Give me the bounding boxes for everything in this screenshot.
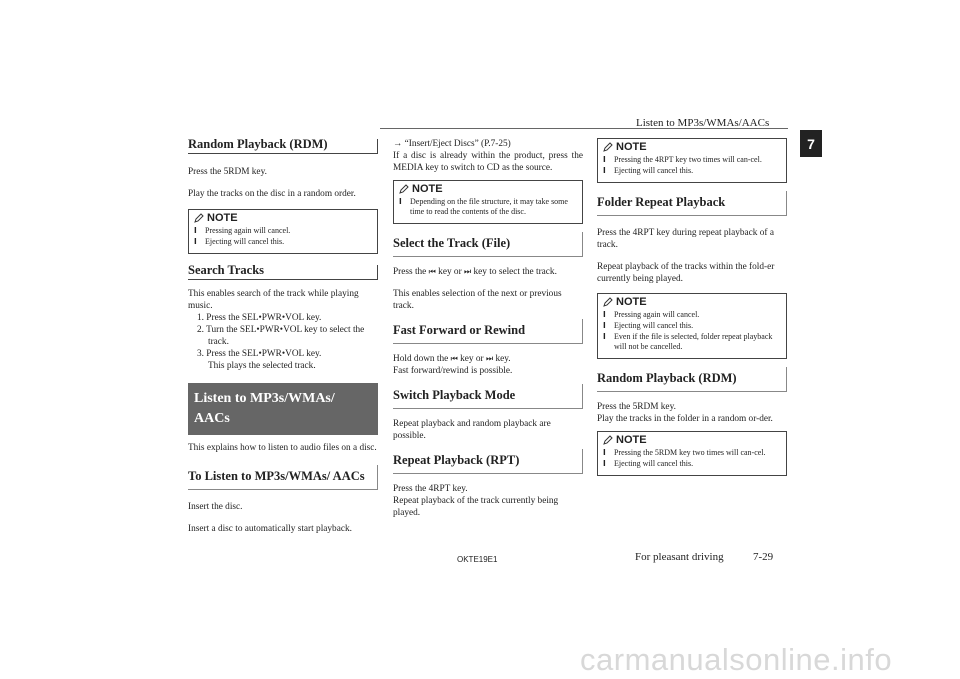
paragraph: Press the ⏮ key or ⏭ key to select the track. xyxy=(393,267,557,277)
step-item: 3. Press the SEL•PWR•VOL key. xyxy=(197,349,322,359)
paragraph: Hold down the ⏮ key or ⏭ key. xyxy=(393,354,511,364)
note-label: NOTE xyxy=(616,141,647,153)
paragraph: Play the tracks in the folder in a random or-der. xyxy=(597,414,773,424)
paragraph: This enables selection of the next or previous track. xyxy=(393,289,562,311)
step-list xyxy=(188,312,378,360)
note-pencil-icon xyxy=(603,142,613,152)
paragraph: Repeat playback and random playback are possible. xyxy=(393,419,551,441)
paragraph: Repeat playback of the tracks within the fold-er currently being played. xyxy=(597,262,775,284)
note-box xyxy=(393,180,583,224)
note-item: l Ejecting will cancel this. xyxy=(603,459,781,469)
watermark: carmanualsonline.info xyxy=(580,642,893,677)
note-label: NOTE xyxy=(207,212,238,224)
header-rule xyxy=(380,128,788,129)
paragraph: This enables search of the track while playing music. xyxy=(188,289,359,311)
paragraph: Press the 4RPT key. xyxy=(393,484,468,494)
note-box xyxy=(597,293,787,359)
paragraph: Press the 4RPT key during repeat playback of a track. xyxy=(597,228,774,250)
section-heading: Folder Repeat Playback xyxy=(597,191,787,216)
section-heading: Search Tracks xyxy=(188,264,378,280)
note-item: l Ejecting will cancel this. xyxy=(603,321,781,331)
skip-back-icon: ⏮ xyxy=(428,267,436,276)
chapter-tab: 7 xyxy=(800,130,822,157)
note-pencil-icon xyxy=(399,184,409,194)
section-heading: Repeat Playback (RPT) xyxy=(393,449,583,474)
note-item: l Pressing again will cancel. xyxy=(194,226,372,236)
cross-reference: → “Insert/Eject Discs” (P.7-25) xyxy=(393,139,511,149)
section-heading: Random Playback (RDM) xyxy=(188,138,378,154)
skip-forward-icon: ⏭ xyxy=(464,267,472,276)
note-item: l Ejecting will cancel this. xyxy=(194,237,372,247)
skip-forward-icon: ⏭ xyxy=(485,354,494,363)
paragraph: Press the 5RDM key. xyxy=(188,167,267,177)
paragraph: Repeat playback of the track currently being played. xyxy=(393,496,559,518)
document-code: OKTE19E1 xyxy=(457,555,498,564)
skip-back-icon: ⏮ xyxy=(450,354,458,363)
section-heading: To Listen to MP3s/WMAs/ AACs xyxy=(188,465,378,490)
note-item: l Ejecting will cancel this. xyxy=(603,166,781,176)
note-label: NOTE xyxy=(616,296,647,308)
chapter-banner: Listen to MP3s/WMAs/ AACs xyxy=(188,383,378,435)
paragraph: Fast forward/rewind is possible. xyxy=(393,366,513,376)
section-heading: Select the Track (File) xyxy=(393,232,583,257)
section-heading: Fast Forward or Rewind xyxy=(393,319,583,344)
note-pencil-icon xyxy=(603,435,613,445)
step-item: 2. Turn the SEL•PWR•VOL key to select the track. xyxy=(197,325,365,347)
header-title: Listen to MP3s/WMAs/AACs xyxy=(636,117,770,129)
note-box xyxy=(188,209,378,254)
note-box xyxy=(597,138,787,183)
note-item: l Even if the file is selected, folder repeat playback will not be cancelled. xyxy=(603,332,781,352)
column-2 xyxy=(393,138,583,519)
note-label: NOTE xyxy=(412,183,443,195)
paragraph: Insert the disc. xyxy=(188,502,243,512)
paragraph: If a disc is already within the product, press the MEDIA key to switch to CD as the source. xyxy=(393,151,583,173)
note-item: l Depending on the file structure, it may take some time to read the contents of the disc. xyxy=(399,197,577,217)
note-item: l Pressing the 4RPT key two times will can-cel. xyxy=(603,155,781,165)
note-pencil-icon xyxy=(603,297,613,307)
paragraph: Press the 5RDM key. xyxy=(597,402,676,412)
paragraph: This explains how to listen to audio files on a disc. xyxy=(188,443,377,453)
footer-section-title: For pleasant driving xyxy=(635,551,724,563)
section-heading: Switch Playback Mode xyxy=(393,384,583,409)
note-box xyxy=(597,431,787,476)
step-sub: This plays the selected track. xyxy=(208,361,316,371)
page-number: 7-29 xyxy=(753,551,774,563)
paragraph: Insert a disc to automatically start playback. xyxy=(188,524,352,534)
column-3 xyxy=(597,138,787,476)
note-item: l Pressing the 5RDM key two times will can-cel. xyxy=(603,448,781,458)
note-label: NOTE xyxy=(616,434,647,446)
column-1 xyxy=(188,138,378,535)
note-item: l Pressing again will cancel. xyxy=(603,310,781,320)
paragraph: Play the tracks on the disc in a random order. xyxy=(188,189,356,199)
step-item: 1. Press the SEL•PWR•VOL key. xyxy=(197,313,322,323)
section-heading: Random Playback (RDM) xyxy=(597,367,787,392)
note-pencil-icon xyxy=(194,213,204,223)
